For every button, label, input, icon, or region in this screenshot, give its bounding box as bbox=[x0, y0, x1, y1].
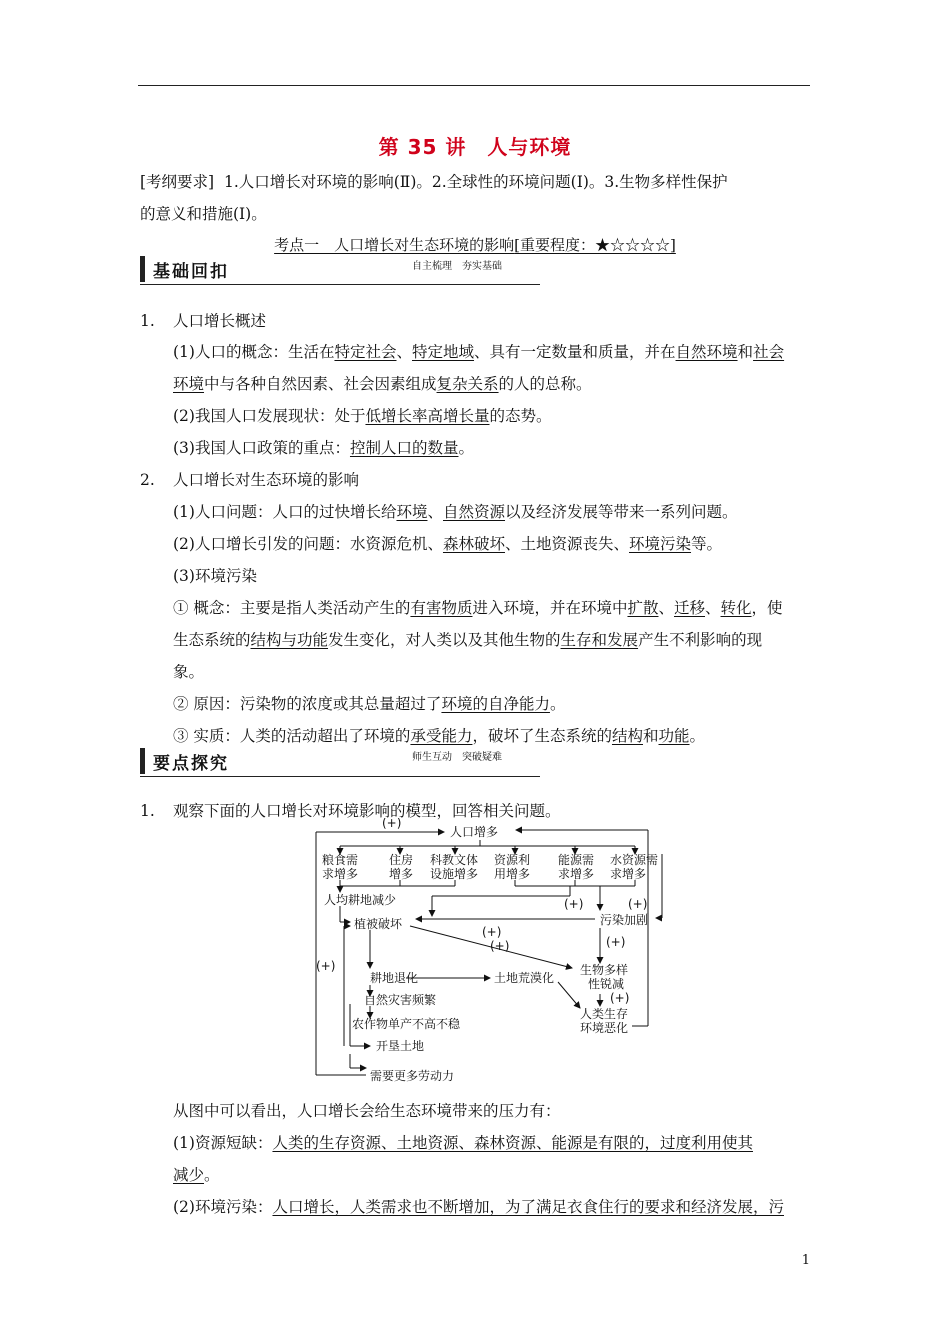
diagram-node-bio-2: 性锐减 bbox=[588, 977, 625, 991]
section-explore bbox=[140, 748, 229, 774]
diagram-node-water-1: 水资源需 bbox=[610, 853, 659, 867]
item2-c: (3)环境污染 bbox=[173, 567, 257, 585]
section-basic-title: 基础回扣 bbox=[153, 261, 229, 282]
diagram-node-pollution: 污染加剧 bbox=[600, 913, 649, 927]
diagram-plus-left: (+) bbox=[316, 959, 336, 973]
item2-title: 人口增长对生态环境的影响 bbox=[173, 471, 360, 489]
page-title: 第 35 讲 人与环境 bbox=[378, 135, 572, 159]
kaodian-heading bbox=[0, 234, 950, 255]
requirement-line-2: 的意义和措施(Ⅰ)。 bbox=[140, 205, 267, 223]
item1-number: 1. bbox=[140, 312, 155, 330]
diagram-plus-veg-1: (+) bbox=[482, 925, 502, 939]
diagram-node-edu-2: 设施增多 bbox=[430, 867, 479, 881]
diagram-plus-env: (+) bbox=[610, 991, 630, 1005]
item2-a: (1)人口问题：人口的过快增长给环境、自然资源以及经济发展等带来一系列问题。 bbox=[173, 503, 738, 521]
answer1-line1: (1)资源短缺：人类的生存资源、土地资源、森林资源、能源是有限的，过度利用使其 bbox=[173, 1134, 753, 1152]
diagram-node-res-2: 用增多 bbox=[494, 867, 531, 881]
diagram-node-food-1: 粮食需 bbox=[322, 853, 359, 867]
pollution-cause: ② 原因：污染物的浓度或其总量超过了环境的自净能力。 bbox=[173, 695, 566, 713]
answer2-line1: (2)环境污染：人口增长，人类需求也不断增加，为了满足衣食住行的要求和经济发展，污 bbox=[173, 1198, 784, 1216]
diagram-node-energy-1: 能源需 bbox=[558, 853, 595, 867]
diagram-node-house-2: 增多 bbox=[389, 867, 414, 881]
diagram-node-crop: 农作物单产不高不稳 bbox=[352, 1017, 461, 1031]
explore-from-chart: 从图中可以看出，人口增长会给生态环境带来的压力有： bbox=[173, 1102, 561, 1120]
diagram-node-water-2: 求增多 bbox=[610, 867, 647, 881]
pollution-concept-line1: ① 概念：主要是指人类活动产生的有害物质进入环境，并在环境中扩散、迁移、转化，使 bbox=[173, 599, 783, 617]
diagram-node-res-1: 资源利 bbox=[494, 853, 531, 867]
diagram-plus-right: (+) bbox=[628, 897, 648, 911]
item1-a-line2: 环境中与各种自然因素、社会因素组成复杂关系的人的总称。 bbox=[173, 375, 592, 393]
diagram-plus-pollution: (+) bbox=[564, 897, 584, 911]
answer1-line2: 减少。 bbox=[173, 1166, 220, 1184]
diagram-node-disaster: 自然灾害频繁 bbox=[364, 993, 437, 1007]
diagram-node-vegetation: 植被破坏 bbox=[354, 917, 403, 931]
item1-c: (3)我国人口政策的重点：控制人口的数量。 bbox=[173, 439, 474, 457]
diagram-node-energy-2: 求增多 bbox=[558, 867, 595, 881]
diagram-node-farmland: 人均耕地减少 bbox=[324, 893, 397, 907]
question1-number: 1. bbox=[140, 802, 155, 820]
diagram-node-edu-1: 科教文体 bbox=[430, 853, 479, 867]
section-explore-hint: 师生互动 突破疑难 bbox=[412, 752, 502, 763]
diagram-node-bio-1: 生物多样 bbox=[580, 963, 629, 977]
section-bar bbox=[140, 256, 145, 282]
pollution-essence: ③ 实质：人类的活动超出了环境的承受能力，破坏了生态系统的结构和功能。 bbox=[173, 727, 706, 745]
item1-title: 人口增长概述 bbox=[173, 312, 267, 330]
item2-b: (2)人口增长引发的问题：水资源危机、森林破坏、土地资源丧失、环境污染等。 bbox=[173, 535, 723, 553]
page-number: 1 bbox=[801, 1253, 810, 1268]
diagram-node-env-2: 环境恶化 bbox=[580, 1021, 629, 1035]
requirement-label: [考纲要求] bbox=[140, 173, 215, 191]
population-impact-diagram bbox=[310, 818, 670, 1088]
pollution-concept-line2: 生态系统的结构与功能发生变化，对人类以及其他生物的生存和发展产生不利影响的现 bbox=[173, 631, 763, 649]
diagram-node-env-1: 人类生存 bbox=[580, 1007, 629, 1021]
section-underline bbox=[140, 776, 540, 777]
question1-text: 观察下面的人口增长对环境影响的模型，回答相关问题。 bbox=[173, 802, 561, 820]
diagram-node-labor: 需要更多劳动力 bbox=[370, 1069, 455, 1083]
section-bar bbox=[140, 748, 145, 774]
diagram-plus-top: (+) bbox=[382, 818, 402, 830]
requirement-line-1 bbox=[140, 166, 812, 198]
diagram-node-house-1: 住房 bbox=[389, 853, 414, 867]
section-explore-title: 要点探究 bbox=[153, 753, 229, 774]
requirement-text-1: 1.人口增长对环境的影响(Ⅱ)。2.全球性的环境问题(Ⅰ)。3.生物多样性保护 bbox=[223, 173, 728, 191]
pollution-concept-line3: 象。 bbox=[173, 663, 205, 681]
diagram-node-food-2: 求增多 bbox=[322, 867, 359, 881]
diagram-node-degrade: 耕地退化 bbox=[370, 971, 419, 985]
kaodian-importance: [重要程度：★☆☆☆☆] bbox=[514, 236, 676, 254]
diagram-plus-veg-2: (+) bbox=[490, 939, 510, 953]
diagram-node-desert: 土地荒漠化 bbox=[494, 971, 555, 985]
kaodian-text: 考点一 人口增长对生态环境的影响 bbox=[274, 236, 515, 254]
section-basic-hint: 自主梳理 夯实基础 bbox=[412, 261, 502, 272]
diagram-node-reclaim: 开垦土地 bbox=[376, 1039, 425, 1053]
item1-b: (2)我国人口发展现状：处于低增长率高增长量的态势。 bbox=[173, 407, 552, 425]
diagram-plus-bio: (+) bbox=[606, 935, 626, 949]
section-basic bbox=[140, 256, 229, 282]
item2-number: 2. bbox=[140, 471, 155, 489]
diagram-node-population: 人口增多 bbox=[450, 825, 499, 839]
section-underline bbox=[140, 284, 540, 285]
header-rule bbox=[138, 85, 810, 86]
item1-a-line1: (1)人口的概念：生活在特定社会、特定地域、具有一定数量和质量，并在自然环境和社会 bbox=[173, 343, 785, 361]
